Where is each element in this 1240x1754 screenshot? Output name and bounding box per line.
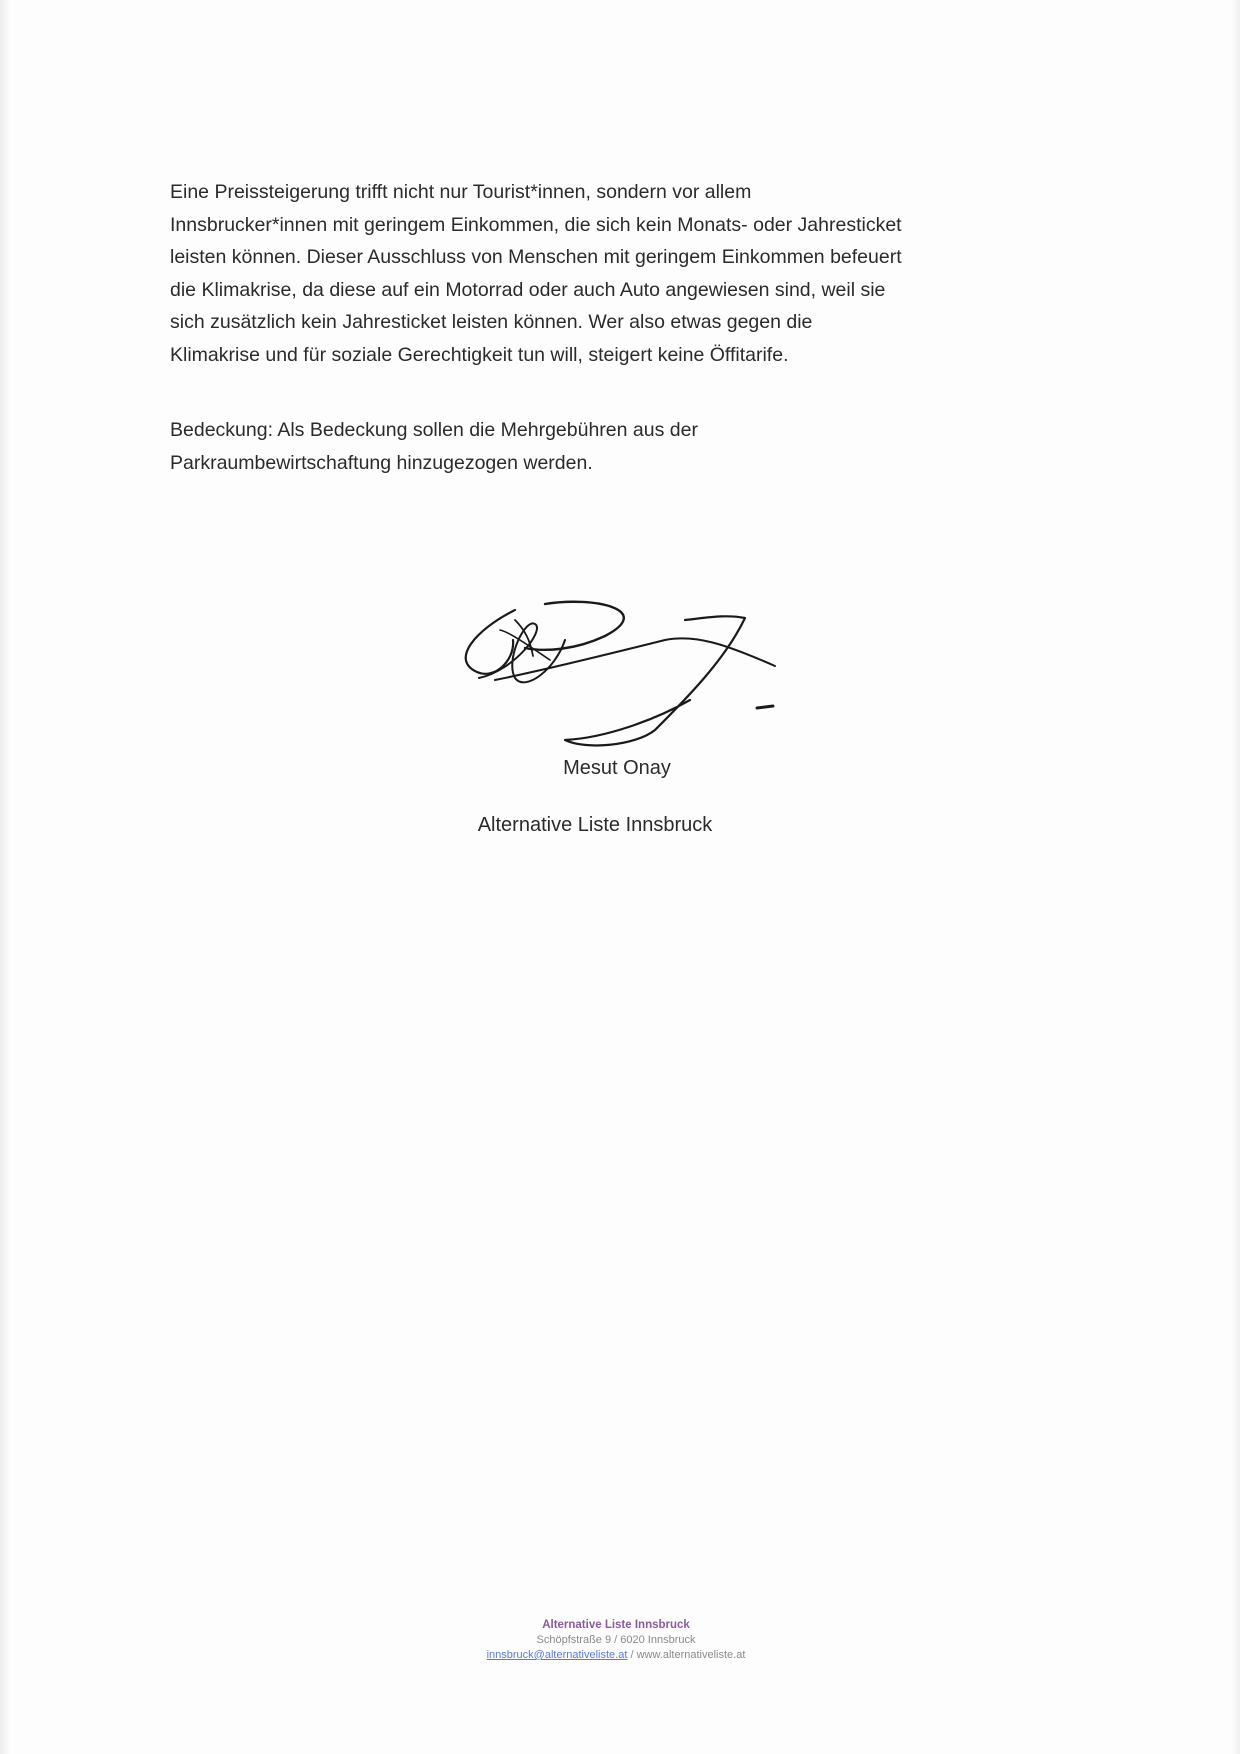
footer-organization: Alternative Liste Innsbruck	[542, 1619, 690, 1631]
scan-edge-left	[0, 0, 10, 1754]
footer-address: Schöpfstraße 9 / 6020 Innsbruck	[536, 1634, 696, 1646]
handwritten-signature	[455, 600, 835, 760]
paragraph-line: Eine Preissteigerung trifft nicht nur Tourist*innen, sondern vor allem	[170, 181, 752, 203]
footer-separator: /	[627, 1649, 637, 1661]
paragraph-line: Innsbrucker*innen mit geringem Einkommen, die sich kein Monats- oder Jahresticket	[170, 213, 902, 236]
paragraph-line: die Klimakrise, da diese auf ein Motorrad oder auch Auto angewiesen sind, weil sie	[170, 278, 886, 301]
body-paragraph-1	[170, 176, 1090, 371]
paragraph-line: leisten können. Dieser Ausschluss von Menschen mit geringem Einkommen befeuert	[170, 246, 902, 268]
footer-website[interactable]: www.alternativeliste.at	[636, 1649, 746, 1661]
paragraph-line: Klimakrise und für soziale Gerechtigkeit tun will, steigert keine Öffitarife.	[170, 343, 789, 366]
footer-contact-row	[0, 1648, 1236, 1663]
letterhead-footer	[0, 1618, 1240, 1663]
signer-organization	[0, 814, 1240, 837]
paragraph-line: Parkraumbewirtschaftung hinzugezogen werden.	[170, 451, 593, 474]
signer-name	[0, 757, 1240, 780]
paragraph-line: sich zusätzlich kein Jahresticket leisten können. Wer also etwas gegen die	[170, 311, 813, 333]
paragraph-line: Bedeckung: Als Bedeckung sollen die Mehrgebühren aus der	[170, 419, 698, 441]
signer-organization-text: Alternative Liste Innsbruck	[477, 814, 713, 836]
body-paragraph-2	[170, 414, 1090, 479]
scan-edge-right	[1232, 0, 1240, 1754]
signer-name-text: Mesut Onay	[563, 757, 671, 779]
footer-email-link[interactable]: innsbruck@alternativeliste.at	[486, 1649, 628, 1661]
